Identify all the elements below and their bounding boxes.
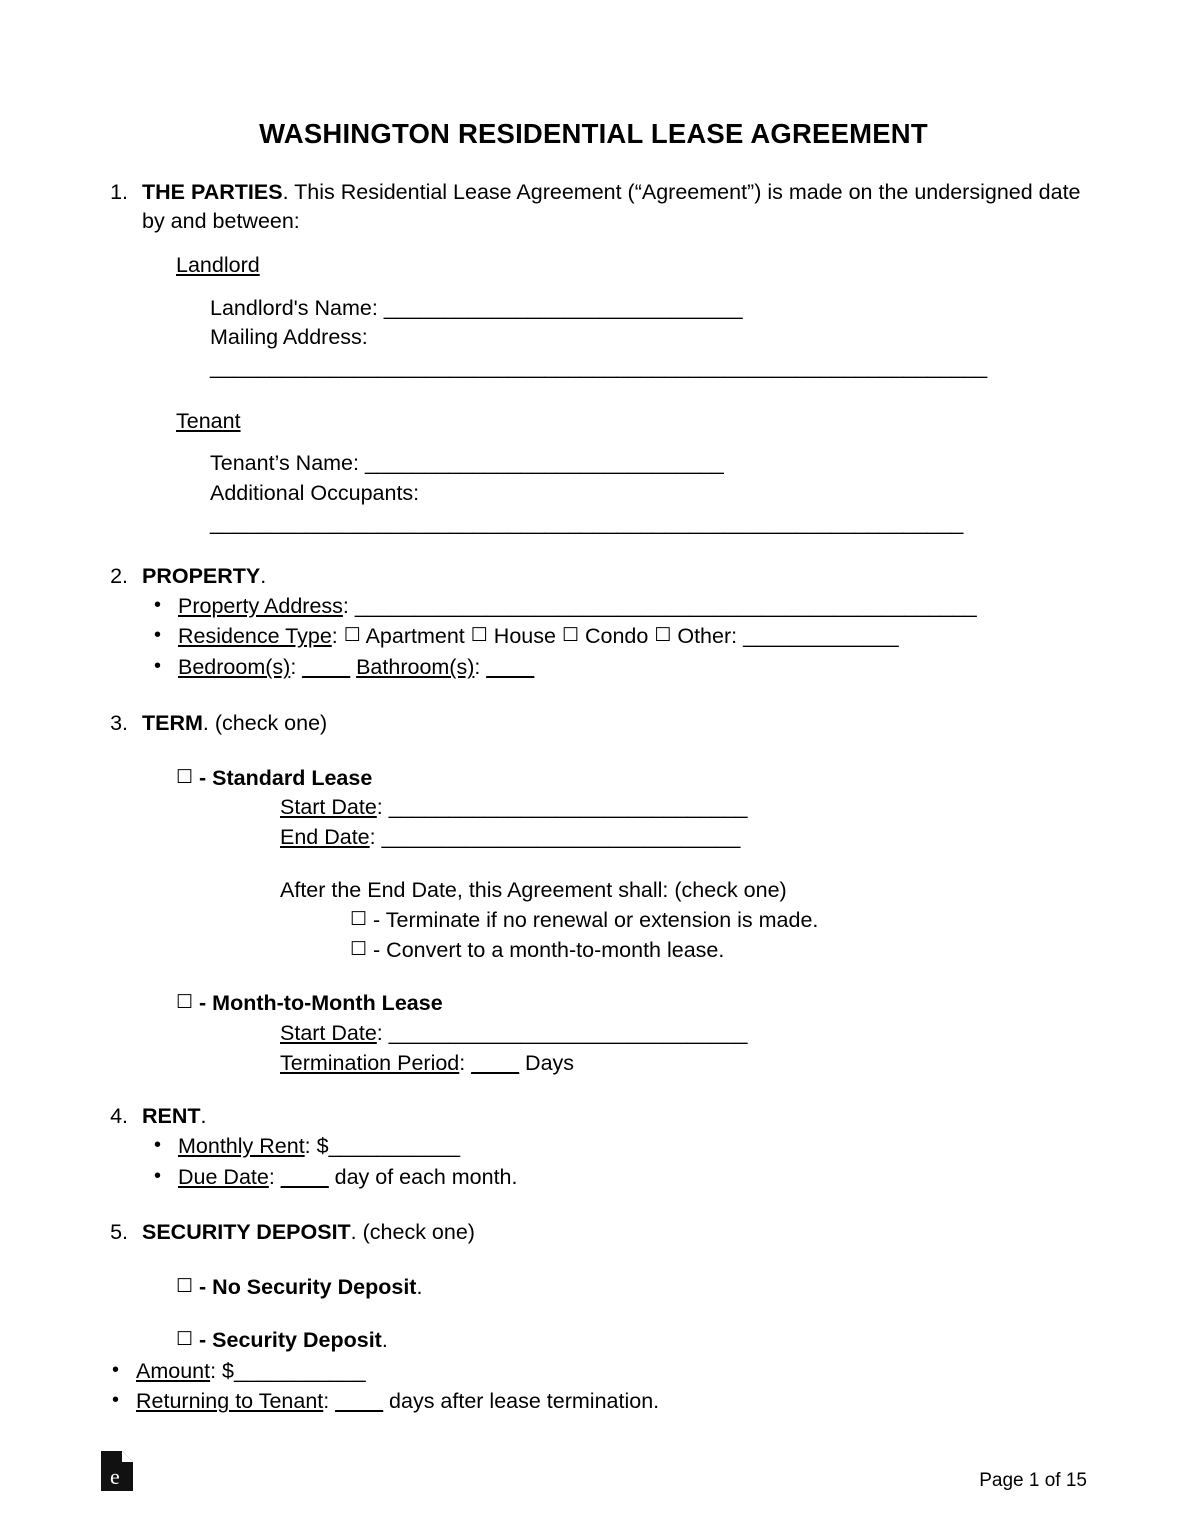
landlord-mailing-address-row (210, 323, 1087, 382)
page-number: Page 1 of 15 (979, 1470, 1087, 1491)
start-date-sep: : (376, 795, 389, 820)
option-condo-label: Condo (584, 624, 649, 649)
due-date-suffix: day of each month. (328, 1164, 518, 1189)
property-address-sep: : (342, 593, 355, 618)
checkbox-condo[interactable]: ☐ (561, 625, 579, 647)
security-deposit-period: . (381, 1328, 388, 1353)
property-address-label: Property Address (178, 593, 343, 618)
section-2-heading-text: PROPERTY (142, 564, 261, 589)
additional-occupants-row (210, 479, 1087, 538)
landlord-name-blank[interactable]: ______________________________ (383, 295, 743, 320)
landlord-name-label: Landlord's Name: (210, 295, 384, 320)
option-apartment-label: Apartment (365, 624, 465, 649)
section-1-heading (142, 180, 283, 204)
section-3-text: . (check one) (202, 710, 328, 735)
end-date-sep: : (369, 824, 382, 849)
residence-type-label: Residence Type (178, 624, 332, 649)
property-address-item (142, 591, 1087, 622)
month-to-month-option[interactable] (176, 989, 1087, 1019)
termination-period-label: Termination Period (280, 1050, 460, 1075)
due-date-label: Due Date (178, 1164, 269, 1189)
mtm-start-date-sep: : (376, 1021, 389, 1046)
security-deposit-option[interactable] (176, 1326, 1087, 1356)
mailing-address-blank[interactable]: _________________________________________________________________ (210, 355, 988, 380)
section-2-text: . (260, 564, 267, 589)
checkbox-month-to-month[interactable]: ☐ (176, 992, 194, 1014)
after-end-option-convert[interactable] (350, 936, 1087, 966)
residence-type-item (142, 621, 1087, 652)
eforms-logo-icon (100, 1450, 134, 1492)
standard-start-date-row (280, 793, 1087, 823)
property-address-blank[interactable]: ____________________________________________________ (354, 593, 977, 618)
end-date-label: End Date (280, 824, 370, 849)
tenant-name-blank[interactable]: ______________________________ (364, 451, 724, 476)
tenant-subheading (176, 407, 1087, 436)
security-deposit-bullets (100, 1356, 1087, 1417)
after-end-date-text: After the End Date, this Agreement shall: (check one) (280, 878, 787, 903)
residence-type-sep: : (331, 624, 344, 649)
section-1-text: . This Residential Lease Agreement (“Agreement”) is made on the undersigned date by and between: (142, 180, 1081, 233)
landlord-label: Landlord (176, 253, 260, 278)
termination-period-blank[interactable]: ____ (471, 1050, 520, 1075)
deposit-returning-item (100, 1386, 1087, 1417)
section-number-4: 4. (110, 1104, 128, 1129)
no-security-deposit-label: - No Security Deposit (199, 1274, 417, 1299)
section-rent (100, 1102, 1087, 1192)
termination-period-unit: Days (519, 1050, 575, 1075)
section-number-2: 2. (110, 564, 128, 589)
option-house-label: House (493, 624, 556, 649)
termination-period-sep: : (459, 1050, 472, 1075)
bedrooms-blank[interactable]: ____ (302, 655, 351, 680)
section-term (100, 709, 1087, 738)
checkbox-terminate[interactable]: ☐ (350, 909, 368, 931)
deposit-amount-sep: : $ (210, 1358, 235, 1383)
end-date-blank[interactable]: ______________________________ (381, 824, 741, 849)
section-4-heading-text: RENT (142, 1104, 201, 1129)
terminate-option-label: - Terminate if no renewal or extension is made. (373, 908, 819, 933)
tenant-name-label: Tenant’s Name: (210, 451, 365, 476)
page-footer (100, 1450, 1087, 1492)
checkbox-standard-lease[interactable]: ☐ (176, 766, 194, 788)
mailing-address-label: Mailing Address: (210, 325, 368, 350)
start-date-blank[interactable]: ______________________________ (388, 795, 748, 820)
checkbox-no-security-deposit[interactable]: ☐ (176, 1275, 194, 1297)
section-3-heading-text: TERM (142, 710, 203, 735)
due-date-item (142, 1162, 1087, 1193)
deposit-returning-blank[interactable]: ____ (335, 1389, 384, 1414)
page-title: WASHINGTON RESIDENTIAL LEASE AGREEMENT (259, 118, 928, 149)
residence-type-other-blank[interactable]: _____________ (743, 624, 899, 649)
checkbox-other[interactable]: ☐ (654, 625, 672, 647)
standard-end-date-row (280, 823, 1087, 853)
additional-occupants-label: Additional Occupants: (210, 481, 420, 505)
start-date-label: Start Date (280, 795, 377, 820)
monthly-rent-blank[interactable]: ___________ (328, 1134, 461, 1158)
mtm-start-date-label: Start Date (280, 1021, 377, 1046)
deposit-amount-label: Amount (136, 1358, 211, 1383)
standard-lease-option[interactable] (176, 764, 1087, 794)
section-security-deposit (100, 1218, 1087, 1247)
landlord-subheading (176, 251, 1087, 280)
checkbox-security-deposit[interactable]: ☐ (176, 1329, 194, 1351)
convert-option-label: - Convert to a month-to-month lease. (373, 937, 725, 962)
rent-bullets (142, 1131, 1087, 1192)
section-number-5: 5. (110, 1220, 128, 1245)
mtm-start-date-row (280, 1019, 1087, 1049)
bedrooms-sep: : (290, 655, 303, 680)
no-security-deposit-option[interactable] (176, 1273, 1087, 1303)
checkbox-house[interactable]: ☐ (470, 625, 488, 647)
additional-occupants-blank[interactable]: _______________________________________________________________ (210, 510, 964, 535)
property-bullets (142, 591, 1087, 683)
tenant-name-row (210, 449, 1087, 479)
checkbox-convert[interactable]: ☐ (350, 938, 368, 960)
section-property (100, 562, 1087, 683)
due-date-blank[interactable]: ____ (280, 1164, 329, 1189)
termination-period-row (280, 1049, 1087, 1079)
standard-lease-label: - Standard Lease (199, 765, 373, 790)
mtm-start-date-blank[interactable]: ______________________________ (388, 1021, 748, 1046)
deposit-returning-suffix: days after lease termination. (383, 1389, 660, 1414)
due-date-sep: : (268, 1164, 281, 1189)
monthly-rent-sep: : $ (304, 1134, 329, 1158)
bedrooms-label: Bedroom(s) (178, 655, 291, 680)
section-5-heading-text: SECURITY DEPOSIT (142, 1220, 351, 1245)
bedrooms-bathrooms-item (142, 652, 1087, 683)
deposit-amount-blank[interactable]: ___________ (234, 1358, 366, 1383)
deposit-returning-label: Returning to Tenant (136, 1389, 324, 1414)
section-the-parties (100, 178, 1087, 235)
svg-text:e: e (110, 1464, 120, 1489)
deposit-amount-item (100, 1356, 1087, 1387)
landlord-name-row (210, 294, 1087, 324)
bathrooms-sep: : (474, 655, 487, 680)
security-deposit-label: - Security Deposit (199, 1328, 382, 1353)
deposit-returning-sep: : (323, 1389, 336, 1414)
bathrooms-blank[interactable]: ____ (486, 655, 535, 680)
section-number-1: 1. (110, 180, 128, 204)
section-5-text: . (check one) (350, 1220, 475, 1245)
section-4-text: . (200, 1104, 207, 1129)
section-1-heading-text: THE PARTIES (142, 180, 283, 204)
month-to-month-label: - Month-to-Month Lease (199, 991, 443, 1016)
monthly-rent-label: Monthly Rent (178, 1134, 305, 1158)
section-number-3: 3. (110, 710, 128, 735)
no-security-deposit-period: . (416, 1274, 423, 1299)
tenant-label: Tenant (176, 408, 241, 433)
monthly-rent-item (142, 1131, 1087, 1162)
checkbox-apartment[interactable]: ☐ (343, 625, 361, 647)
bathrooms-label: Bathroom(s) (356, 655, 475, 680)
option-other-label: Other: (677, 624, 738, 649)
after-end-option-terminate[interactable] (350, 906, 1087, 936)
